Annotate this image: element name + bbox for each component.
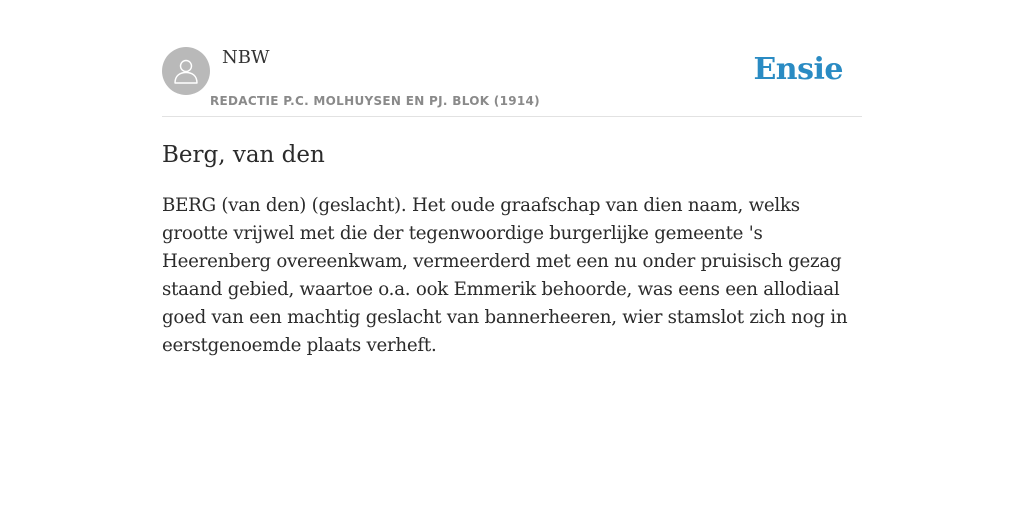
source-editors: REDACTIE P.C. MOLHUYSEN EN PJ. BLOK (1914) [210, 94, 540, 108]
user-silhouette-icon [171, 56, 201, 86]
ensie-logo-link[interactable]: Ensie [753, 52, 843, 87]
source-name[interactable]: NBW [222, 47, 270, 68]
article-body: BERG (van den) (geslacht). Het oude graafschap van dien naam, welks grootte vrijwel met die der tegenwoordige burgerlijke gemeente 's Heerenberg overeenkwam, vermeerderd met een nu onder pruisisch gezag staand gebied, waartoe o.a. ook Emmerik behoorde, was eens een allodiaal goed van een machtig geslacht van bannerheeren, wier stamslot zich nog in eerstgenoemde plaats verheft. [162, 195, 848, 356]
article-title: Berg, van den [162, 142, 325, 168]
source-header [162, 40, 862, 117]
source-avatar[interactable] [162, 47, 210, 95]
